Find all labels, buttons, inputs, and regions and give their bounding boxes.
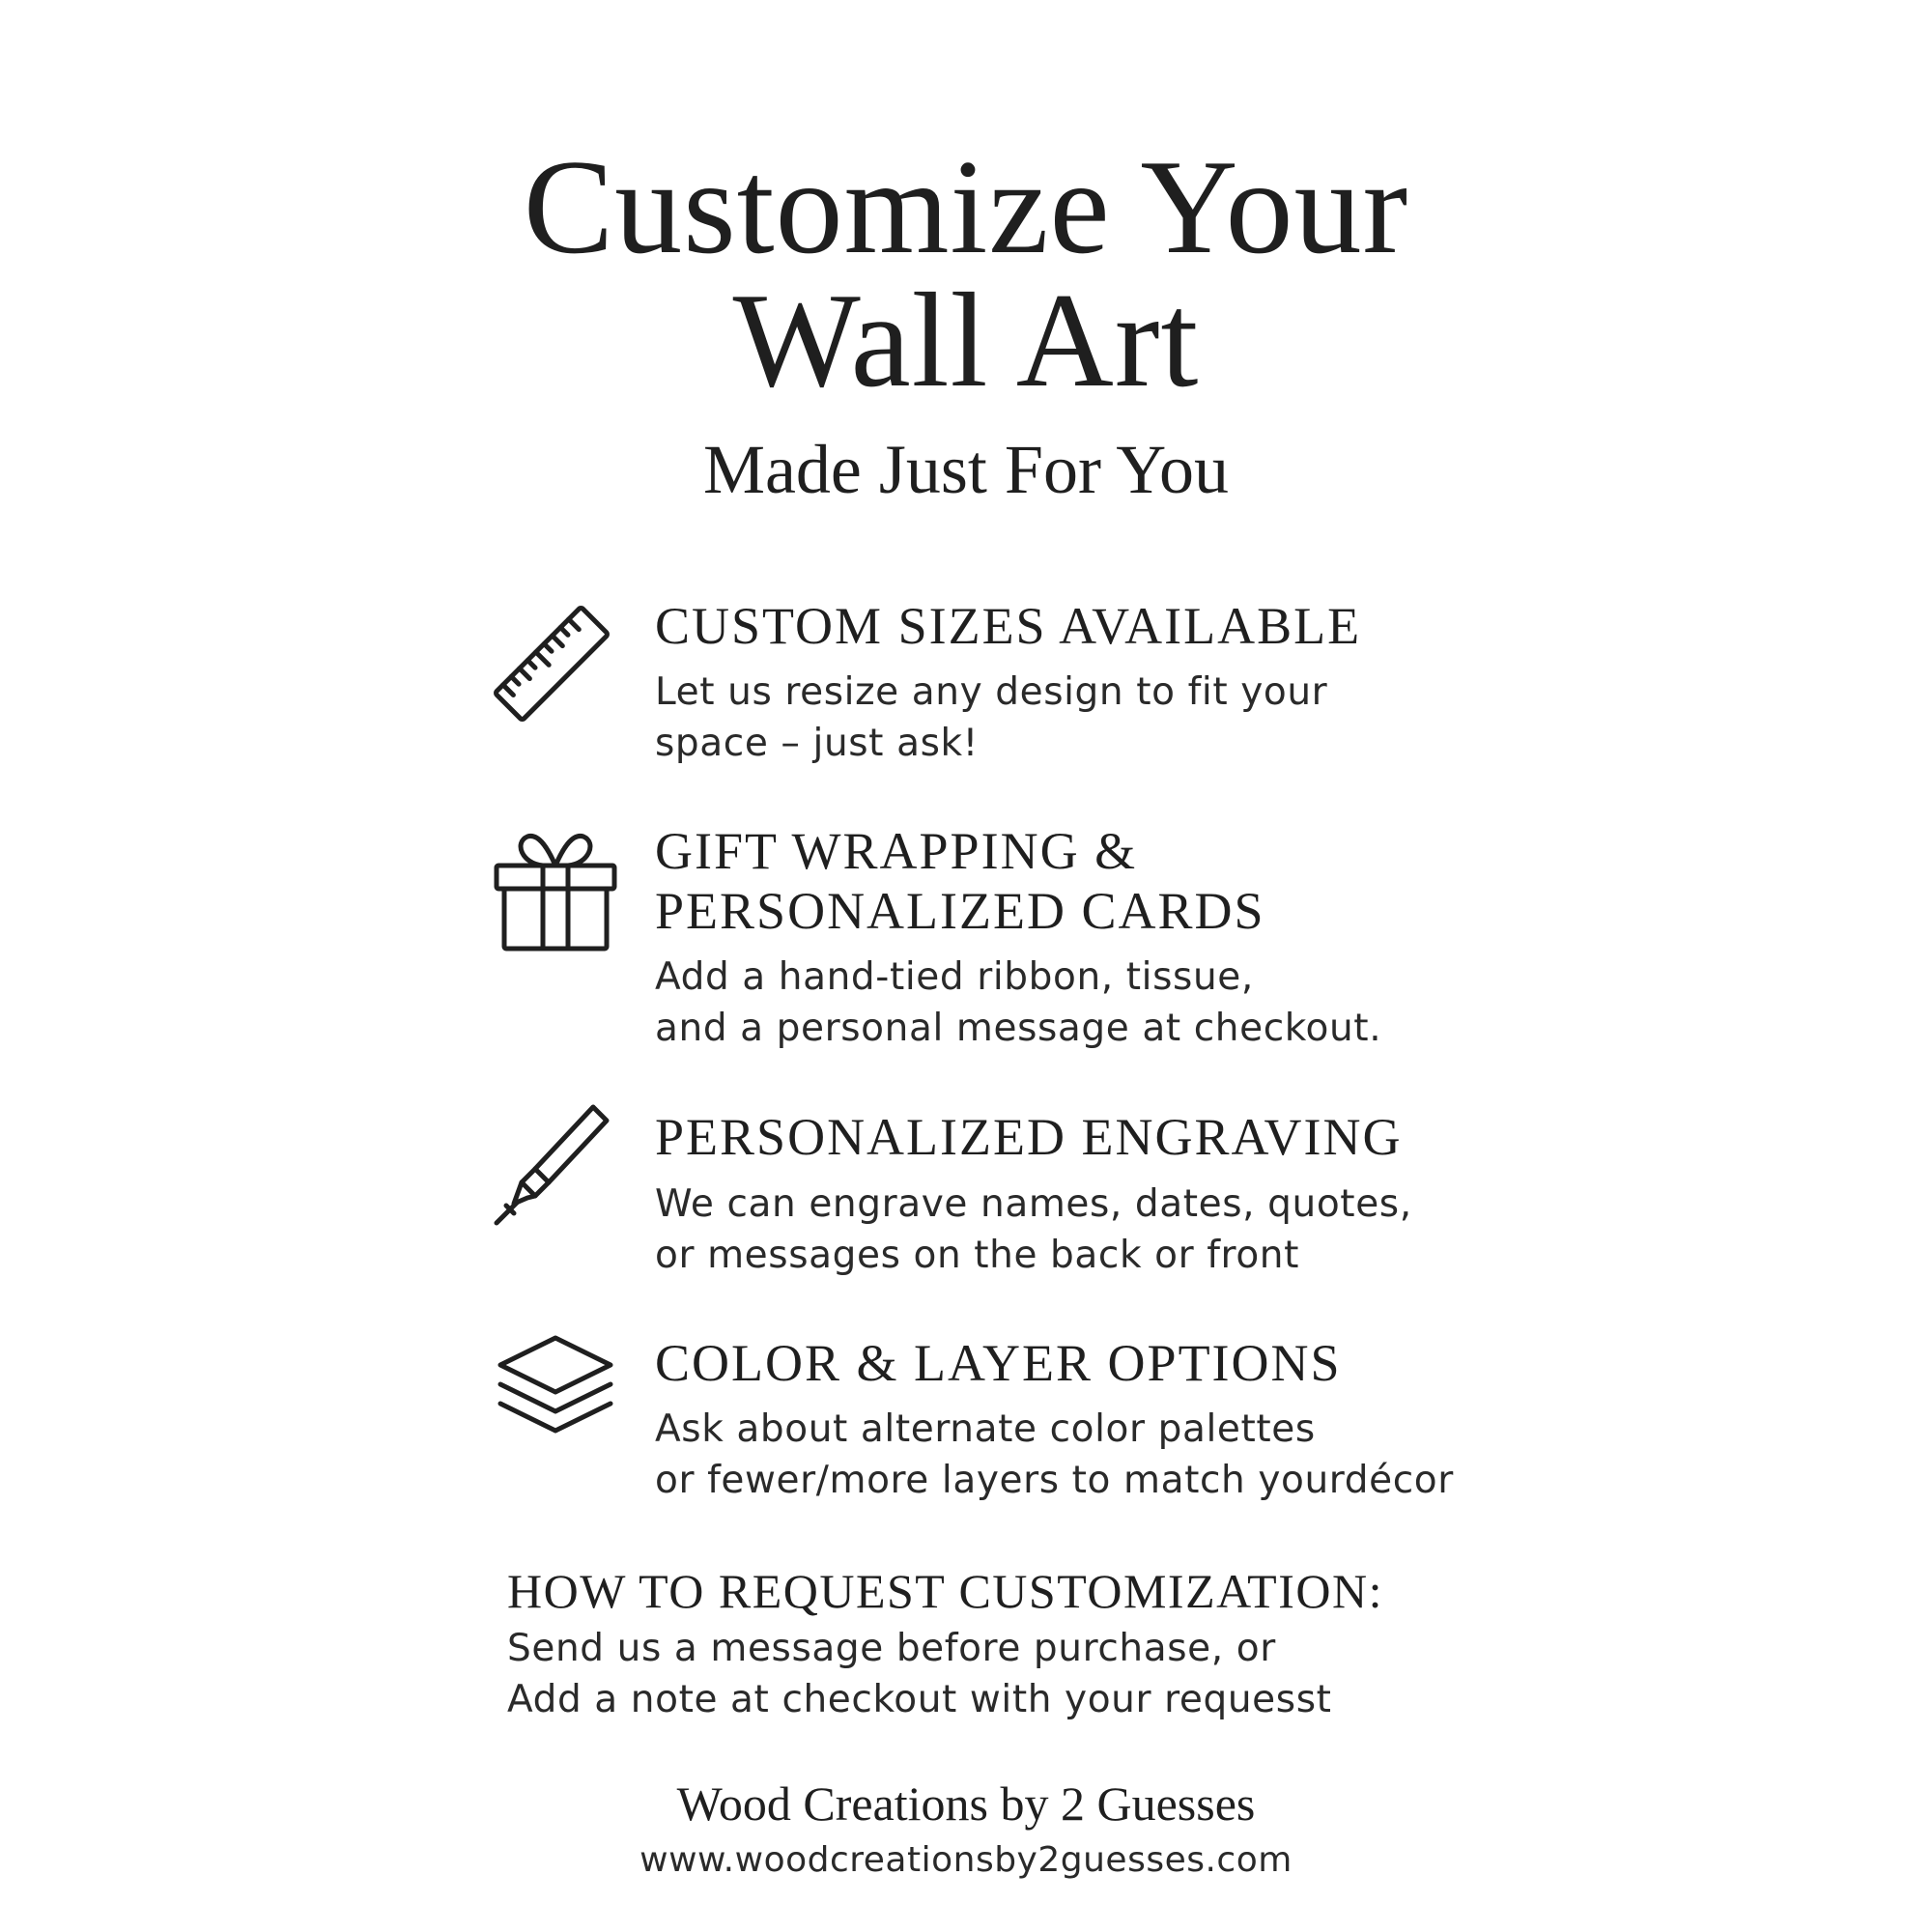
feature-description-engraving: We can engrave names, dates, quotes, or messages on the back or front	[655, 1182, 1412, 1277]
feature-description-gift-wrapping: Add a hand-tied ribbon, tissue, and a personal message at checkout.	[655, 955, 1382, 1050]
feature-description-custom-sizes: Let us resize any design to fit your space – just ask!	[655, 670, 1328, 765]
ruler-icon	[489, 601, 614, 726]
feature-description-color-layers: Ask about alternate color palettes or fewer/more layers to match yourdécor	[655, 1407, 1454, 1502]
title-line-1: Customize Your	[523, 132, 1409, 282]
website-url: www.woodcreationsby2guesses.com	[639, 1840, 1293, 1880]
layers-icon	[493, 1328, 618, 1454]
howto-description: Send us a message before purchase, or Add a note at checkout with your requesst	[507, 1627, 1332, 1721]
feature-heading-custom-sizes: CUSTOM SIZES AVAILABLE	[655, 597, 1362, 655]
subtitle: Made Just For You	[702, 431, 1230, 508]
title-line-2: Wall Art	[732, 266, 1200, 415]
howto-heading: HOW TO REQUEST CUSTOMIZATION:	[507, 1564, 1383, 1618]
gift-icon	[493, 829, 618, 954]
feature-heading-engraving: PERSONALIZED ENGRAVING	[655, 1108, 1403, 1166]
brand-name: Wood Creations by 2 Guesses	[676, 1776, 1256, 1831]
feature-heading-gift-wrapping: GIFT WRAPPING & PERSONALIZED CARDS	[655, 822, 1265, 940]
feature-heading-color-layers: COLOR & LAYER OPTIONS	[655, 1334, 1342, 1392]
engraving-pen-icon	[493, 1101, 618, 1227]
